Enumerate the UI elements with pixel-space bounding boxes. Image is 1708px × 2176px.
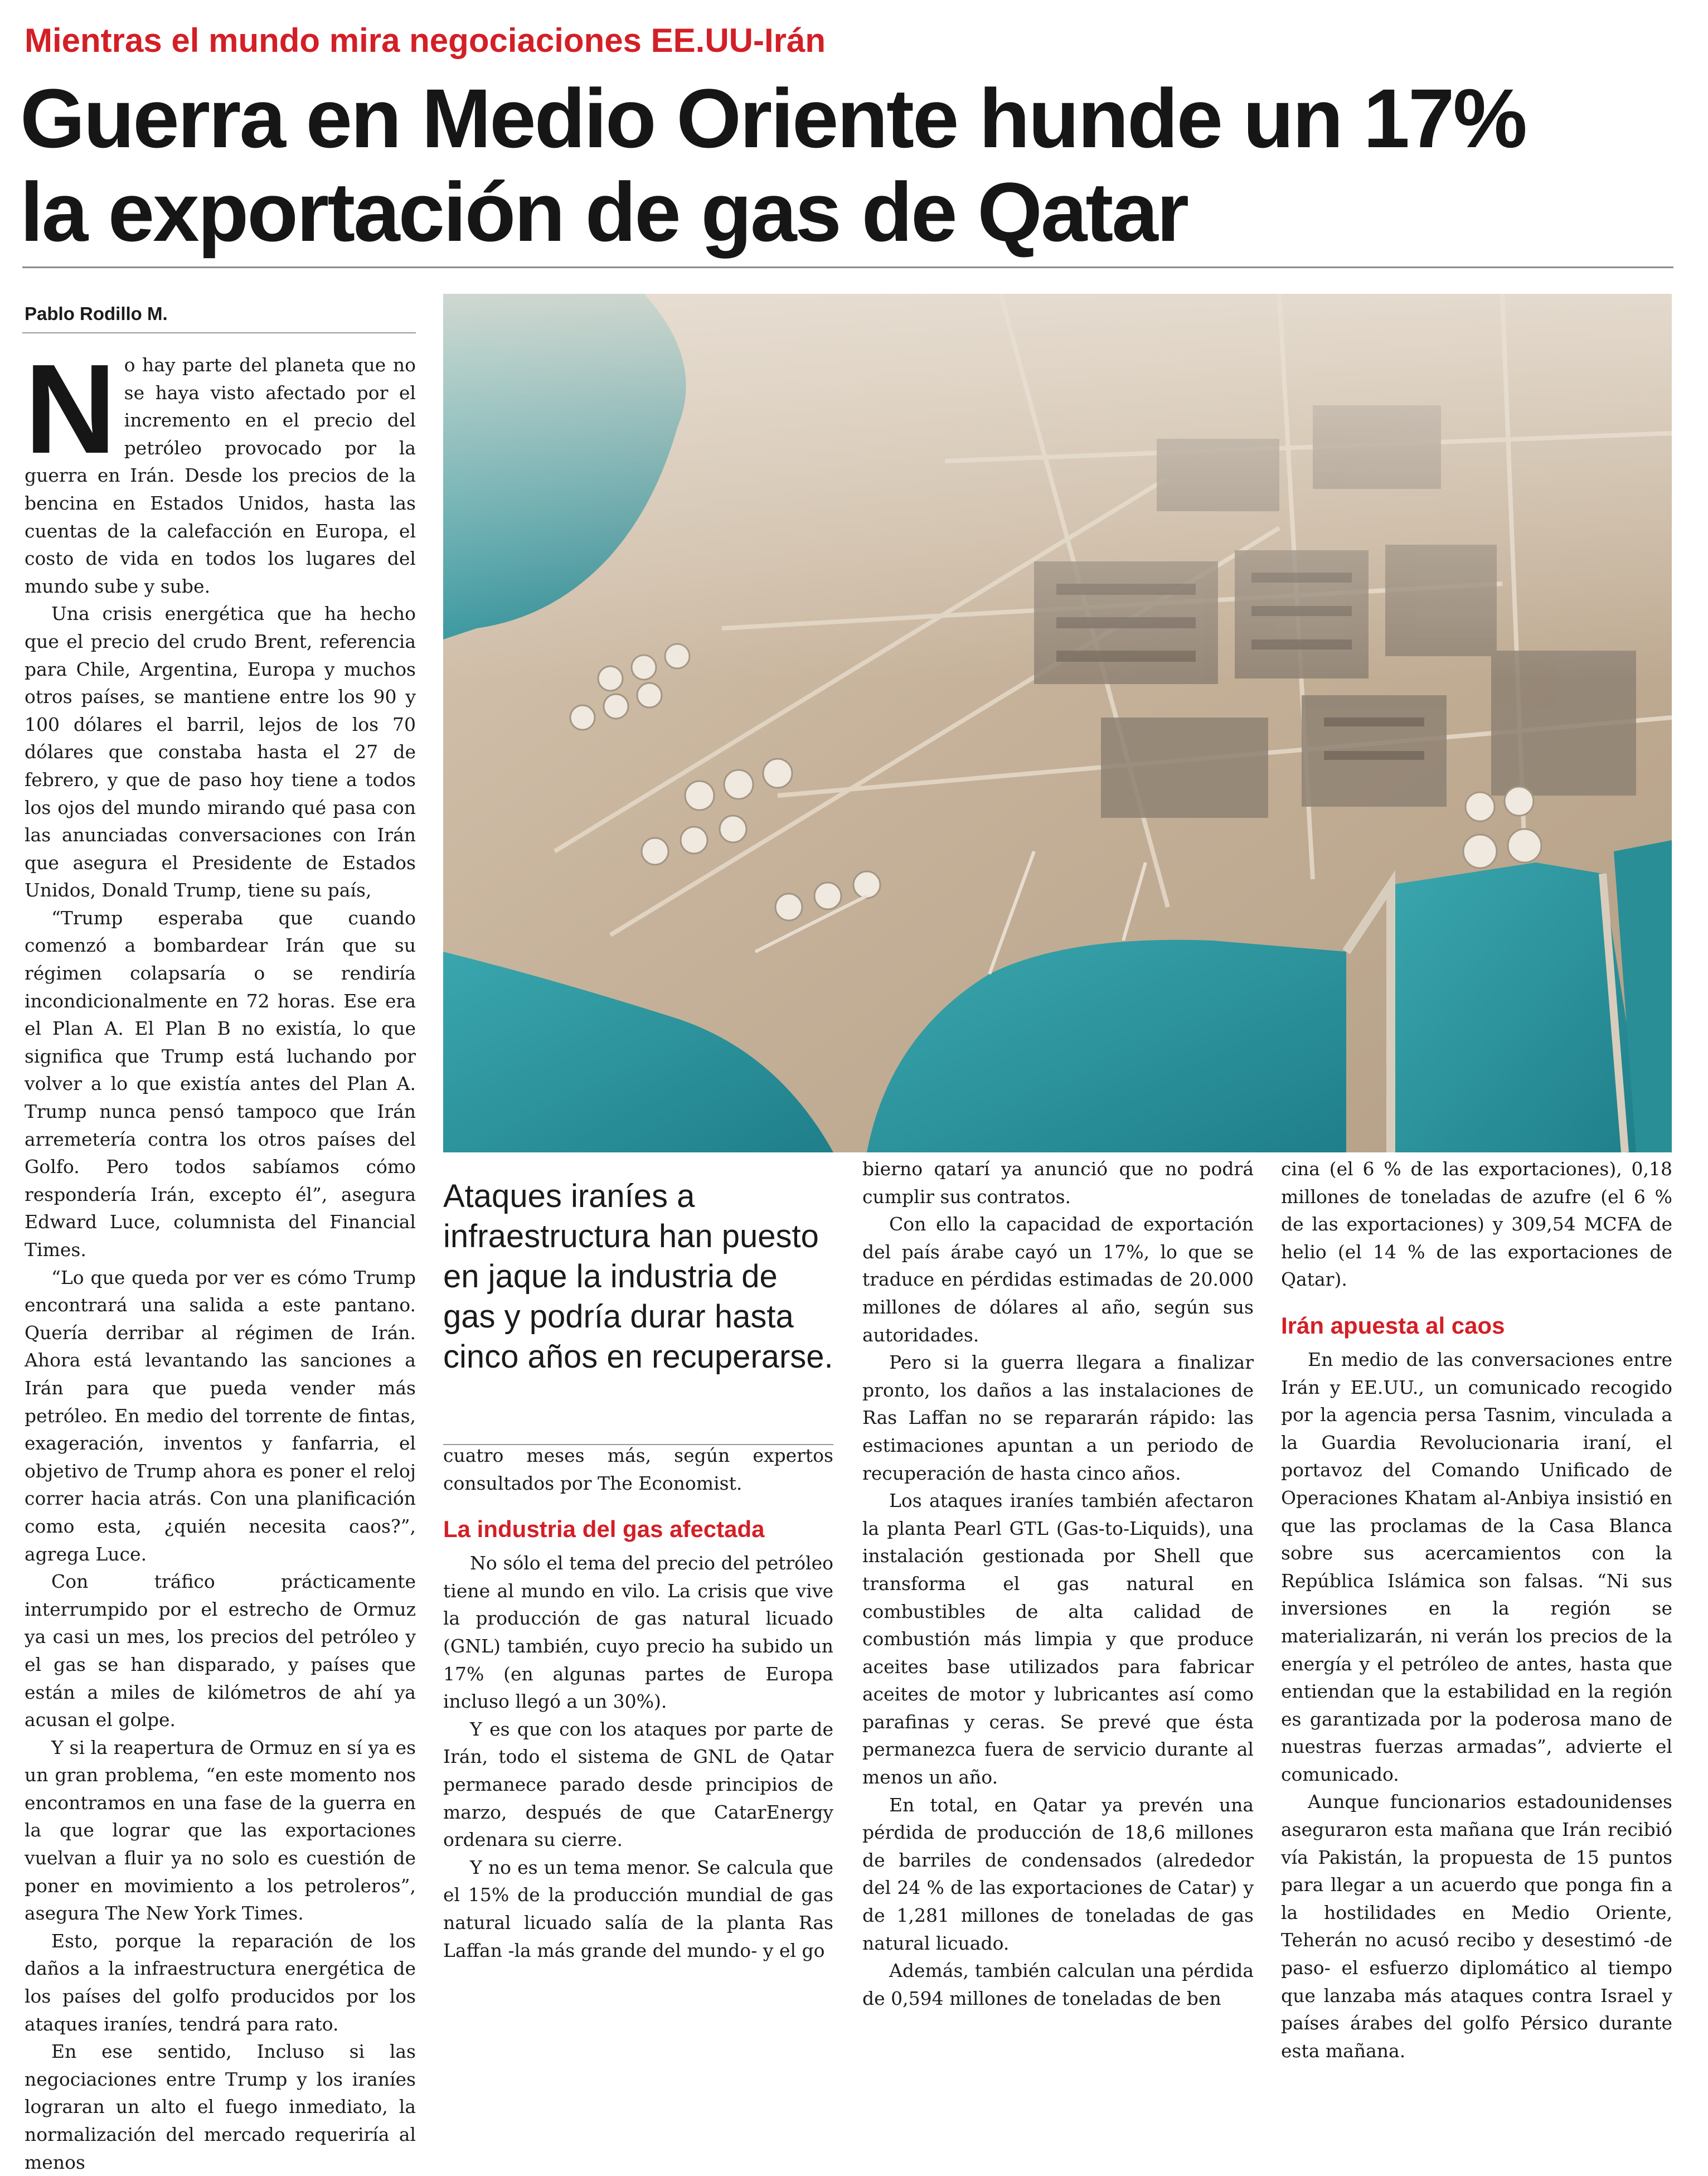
paragraph-15: En total, en Qatar ya prevén una pérdida de producción de 18,6 millones de barriles de condensados (alrededor del 24 % de las exportaciones de Catar) y de 1,281 millones de toneladas de gas natural licuado. [862,1794,1254,1954]
top-divider [22,266,1673,268]
paragraph-5: Con tráfico prácticamente interrumpido por el estrecho de Ormuz ya casi un mes, los precios del petróleo y el gas se han disparado, y países que están a miles de kilómetros de ahí ya acusan el golpe. [25,1571,416,1731]
column-4 [1281,1155,1672,2064]
aerial-photo-illustration [443,294,1672,1152]
paragraph-8: En ese sentido, Incluso si las negociaciones entre Trump y los iraníes lograran un alto el fuego inmediato, la normalización del mercado requeriría al menos [25,2041,416,2173]
paragraph-6: Y si la reapertura de Ormuz en sí ya es un gran problema, “en este momento nos encontramos en una fase de la guerra en la que lograr que las exportaciones vuelvan a fluir ya no solo es cuestión de poner en movimiento a los petroleros”, asegura The New York Times. [25,1736,416,1925]
paragraph-17: En medio de las conversaciones entre Irán y EE.UU., un comunicado recogido por la agencia persa Tasnim, vinculada a la Guardia Revolucionaria iraní, el portavoz del Comando Unificado de Operaciones Khatam al-Anbiya insistió en que las proclamas de la Casa Blanca sobre sus acercamientos con la República Islámica son falsas. “Ni sus inversiones en la región se materializarán, ni verán los precios de la energía y el petróleo de antes, hasta que entiendan que la estabilidad en la región es garantizada por la poderosa mano de nuestras fuerzas armadas”, advierte el comunicado. [1281,1348,1672,1785]
subhead-gas-industry: La industria del gas afectada [443,1516,765,1543]
aerial-photo [443,294,1672,1152]
paragraph-1 [25,338,416,600]
pull-quote: Ataques iraníes a infraestructura han puesto en jaque la industria de gas y podría durar hasta cinco años en recuperarse. [443,1178,833,1375]
subhead-iran-chaos: Irán apuesta al caos [1281,1312,1505,1339]
paragraph-7: Esto, porque la reparación de los daños a la infraestructura energética de los países del golfo producidos por los ataques iraníes, tendrá para rato. [25,1930,416,2035]
byline: Pablo Rodillo M. [25,303,168,324]
kicker: Mientras el mundo mira negociaciones EE.UU-Irán [25,22,826,59]
paragraph-12: Con ello la capacidad de exportación del país árabe cayó un 17%, lo que se traduce en pérdidas estimadas de 20.000 millones de dólares al año, según sus autoridades. [862,1213,1254,1346]
paragraph-10: Y es que con los ataques por parte de Irán, todo el sistema de GNL de Qatar permanece parado desde principios de marzo, después de que CatarEnergy ordenara su cierre. [443,1718,833,1851]
paragraph-4: “Lo que queda por ver es cómo Trump encontrará una salida a este pantano. Quería derribar al régimen de Irán. Ahora está levantando las sanciones a Irán para que pueda vender más petróleo. En medio del torrente de fintas, exageración, inventos y fanfarria, el objetivo de Trump ahora es poner el reloj correr hacia atrás. Con una planificación como esta, ¿quién necesita caos?”, agrega Luce. [25,1266,416,1565]
paragraph-9: No sólo el tema del precio del petróleo tiene al mundo en vilo. La crisis que vive la producción de gas natural licuado (GNL) también, cuyo precio ha subido un 17% (en algunas partes de Europa incluso llegó a un 30%). [443,1552,833,1713]
paragraph-16-continued: cina (el 6 % de las exportaciones), 0,18 millones de toneladas de azufre (el 6 % de las exportaciones) y 309,54 MCFA de helio (el 14 % de las exportaciones de Qatar). [1281,1158,1672,1291]
paragraph-1-text: o hay parte del planeta que no se haya visto afectado por el incremento en el precio del petróleo provocado por la guerra en Irán. Desde los precios de la bencina en Estados Unidos, hasta las cuentas de la calefacción en Europa, el costo de vida en todos los lugares del mundo sube y sube. [25,354,416,597]
byline-divider [22,332,416,333]
paragraph-14: Los ataques iraníes también afectaron la planta Pearl GTL (Gas-to-Liquids), una instalación gestionada por Shell que transforma el gas natural en combustibles de alta calidad de combustión más limpia y que produce aceites base utilizados para fabricar aceites de motor y lubricantes así como parafinas y ceras. Se prevé que ésta permanezca fuera de servicio durante al menos un año. [862,1490,1254,1789]
paragraph-11-continued: bierno qatarí ya anunció que no podrá cumplir sus contratos. [862,1158,1254,1208]
paragraph-3: “Trump esperaba que cuando comenzó a bombardear Irán que su régimen colapsaría o se rendiría incondicionalmente en 72 horas. Ese era el Plan A. El Plan B no existía, lo que significa que Trump está luchando por volver a lo que existía antes del Plan A. Trump nunca pensó tampoco que Irán arremetería contra los otros países del Golfo. Pero todos sabíamos cómo respondería Irán, excepto él”, asegura Edward Luce, columnista del Financial Times. [25,907,416,1261]
paragraph-11: Y no es un tema menor. Se calcula que el 15% de la producción mundial de gas natural licuado salía de la planta Ras Laffan -la más grande del mundo- y el go [443,1856,833,1961]
paragraph-8-continued: cuatro meses más, según expertos consultados por The Economist. [443,1445,833,1494]
headline-line-2: la exportación de gas de Qatar [20,165,1188,259]
headline-line-1: Guerra en Medio Oriente hunde un 17% [20,71,1526,165]
drop-cap: N [25,338,117,480]
column-1 [25,338,416,2176]
headline [20,71,1670,259]
paragraph-13: Pero si la guerra llegara a finalizar pronto, los daños a las instalaciones de Ras Laffan no se repararán rápido: las estimaciones apuntan a un periodo de recuperación de hasta cinco años. [862,1351,1254,1484]
paragraph-16: Además, también calculan una pérdida de 0,594 millones de toneladas de ben [862,1960,1254,2009]
column-2 [443,1442,833,1964]
column-3 [862,1155,1254,2012]
paragraph-2: Una crisis energética que ha hecho que el precio del crudo Brent, referencia para Chile, Argentina, Europa y muchos otros países, se mantiene entre los 90 y 100 dólares el barril, lejos de los 70 dólares que constaba hasta el 27 de febrero, y que de paso hoy tiene a todos los ojos del mundo mirando qué pasa con las anunciadas conversaciones con Irán que asegura el Presidente de Estados Unidos, Donald Trump, tiene su país, [25,603,416,902]
paragraph-18: Aunque funcionarios estadounidenses aseguraron esta mañana que Irán recibió vía Pakistán, la propuesta de 15 puntos para llegar a un acuerdo que ponga fin a la hostilidades en Medio Oriente, Teherán no acusó recibo y desestimó -de paso- el esfuerzo diplomático al tiempo que lanzaba más ataques contra Israel y países árabes del golfo Pérsico durante esta mañana. [1281,1791,1672,2062]
